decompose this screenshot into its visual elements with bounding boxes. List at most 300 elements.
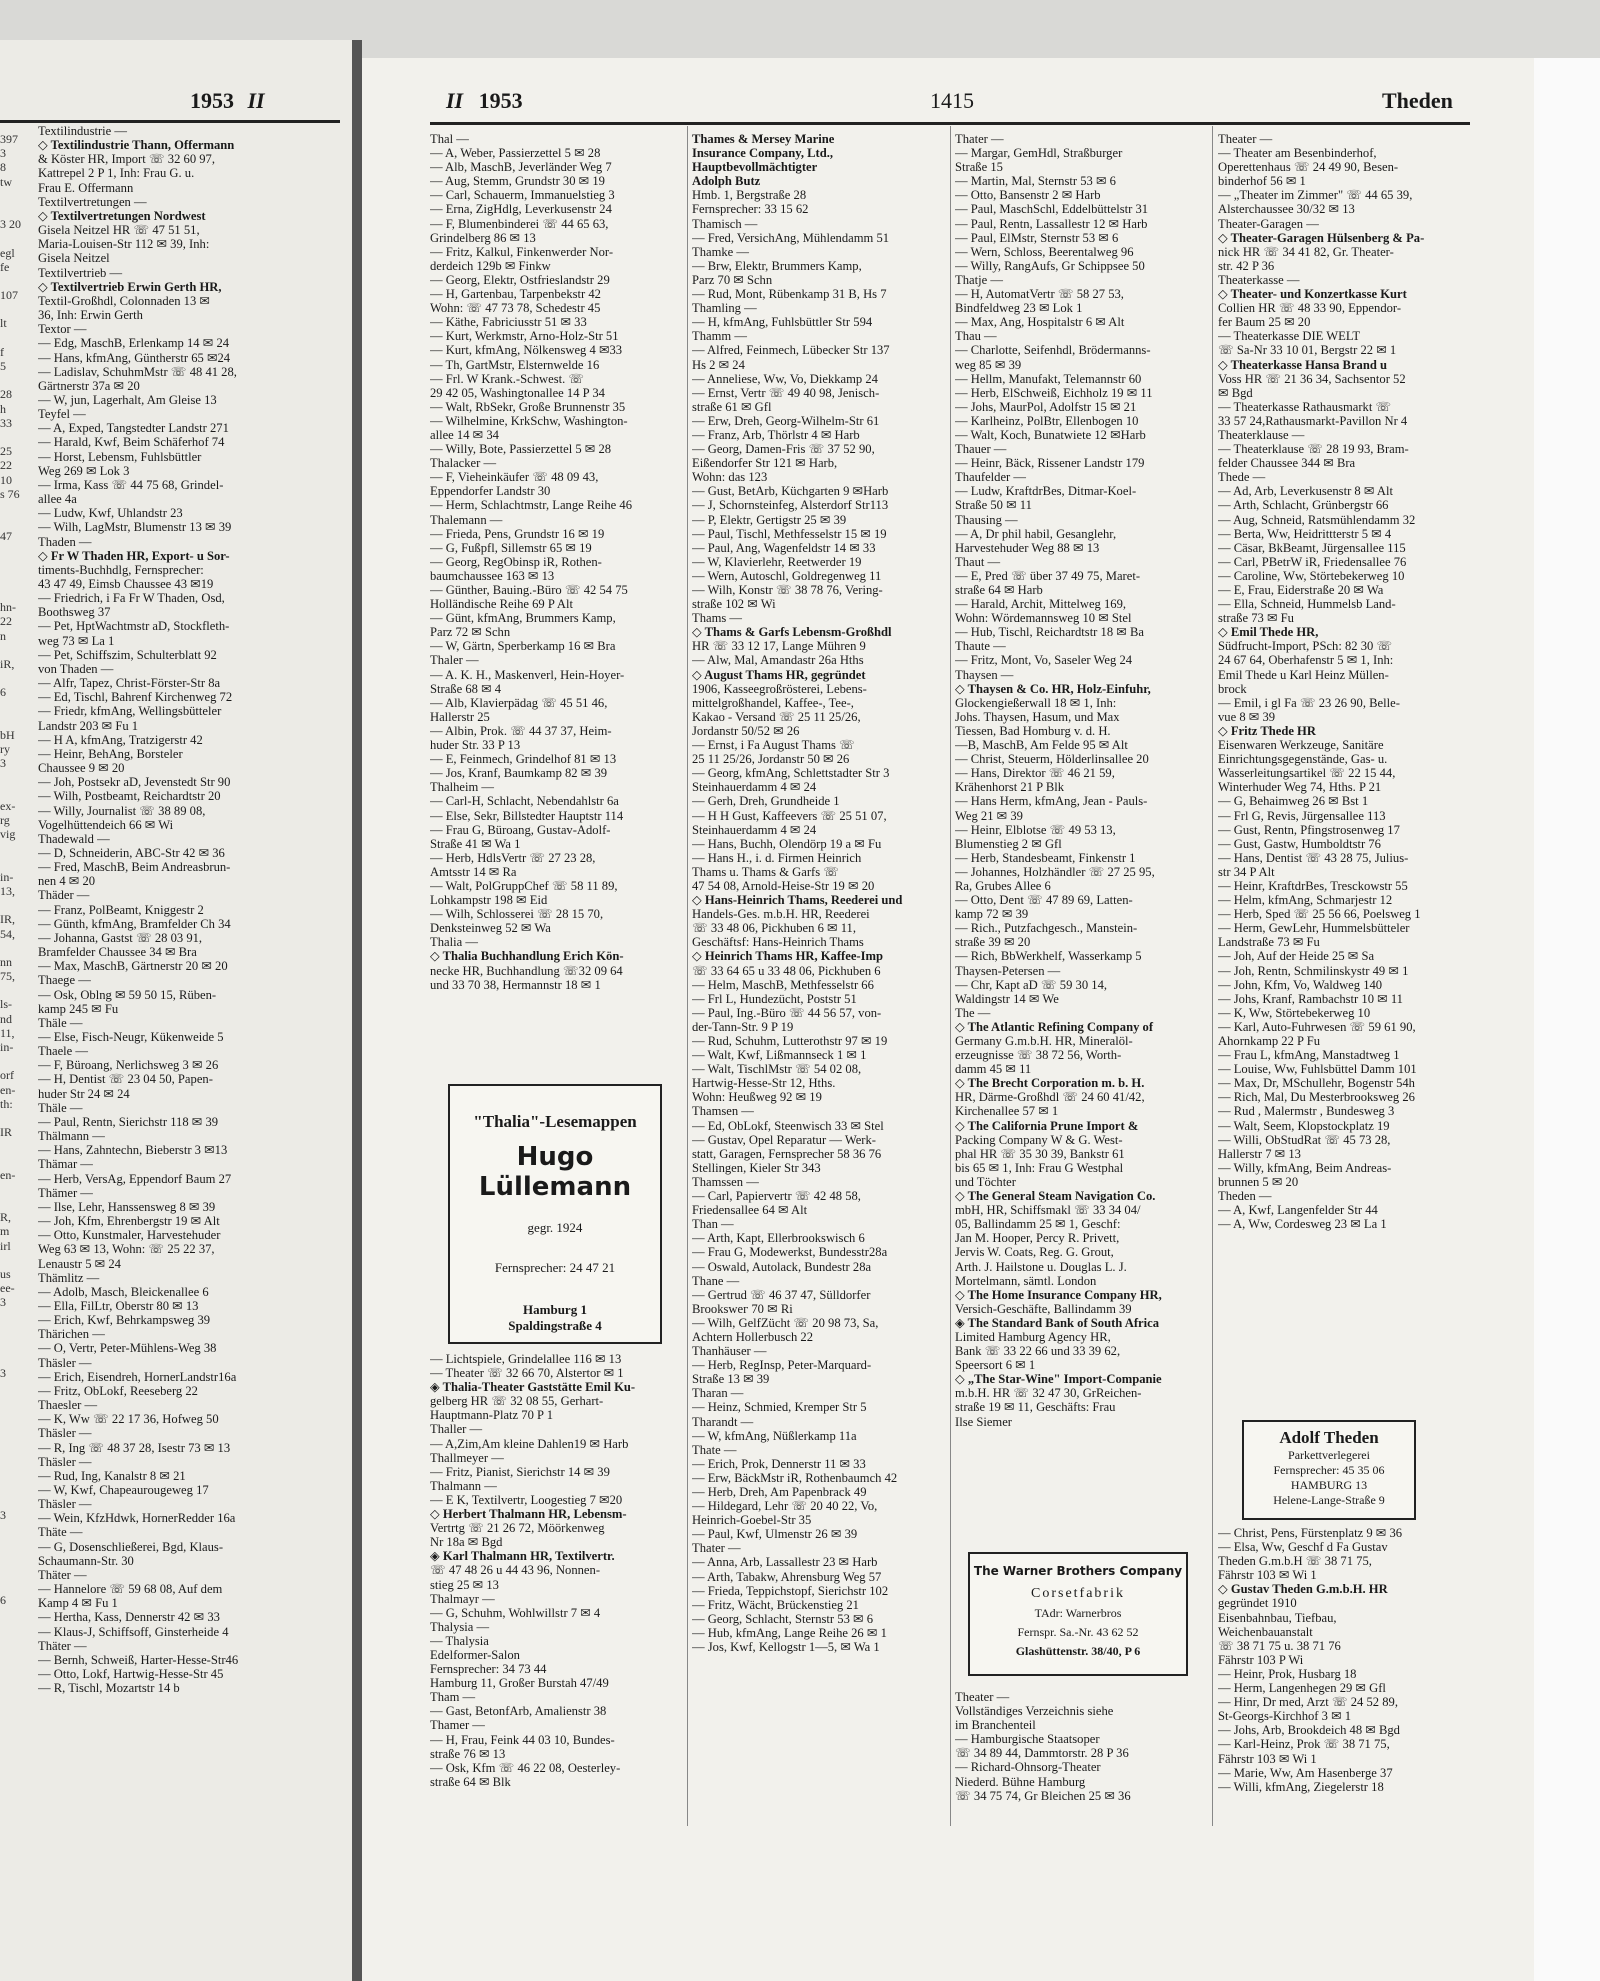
column-divider-2	[950, 126, 951, 1826]
directory-entry: im Branchenteil	[955, 1718, 1036, 1733]
directory-entry: Hauptbevollmächtigter	[692, 160, 818, 175]
directory-entry: Fernsprecher: 33 15 62	[692, 202, 809, 217]
directory-entry: Thauer —	[955, 442, 1007, 457]
margin-fragment	[0, 1608, 32, 1622]
directory-entry: Textor —	[38, 322, 87, 337]
directory-entry: — Karlheinz, PolBtr, Ellenbogen 10	[955, 413, 1139, 428]
directory-entry: Fährstr 103 ✉ Wi 1	[1218, 1751, 1317, 1766]
directory-entry: — Gast, BetonfArb, Amalienstr 38	[430, 1704, 607, 1719]
margin-fragment	[0, 1636, 32, 1650]
directory-entry: ◇ The Atlantic Refining Company of	[955, 1019, 1154, 1034]
directory-entry: ☏ 47 48 26 u 44 43 96, Nonnen-	[430, 1563, 601, 1578]
directory-entry: — Ilse, Lehr, Hanssensweg 8 ✉ 39	[38, 1199, 216, 1214]
directory-entry: straße 64 ✉ Harb	[955, 583, 1043, 597]
directory-entry: Frau E. Offermann	[38, 180, 134, 195]
margin-fragment	[0, 189, 32, 203]
directory-entry: Vertrtg ☏ 21 26 72, Möörkenweg	[430, 1521, 605, 1536]
directory-entry: Lenaustr 5 ✉ 24	[38, 1256, 121, 1271]
directory-entry: — Hans, Buchh, Olendörp 19 a ✉ Fu	[692, 836, 882, 851]
margin-fragment: en-	[0, 1167, 16, 1182]
directory-entry: — Franz, Arb, Thörlstr 4 ✉ Harb	[692, 427, 860, 442]
directory-entry: — Thalysia	[430, 1633, 489, 1648]
directory-entry: — Paul, Rentn, Sierichstr 118 ✉ 39	[38, 1114, 219, 1129]
directory-entry: Thamer —	[430, 1718, 485, 1733]
directory-entry: Weg 269 ✉ Lok 3	[38, 463, 130, 478]
directory-entry: gegründet 1910	[1218, 1596, 1297, 1611]
directory-entry: Thalemann —	[430, 512, 503, 527]
directory-entry: Krähenhorst 21 P Blk	[955, 780, 1065, 795]
directory-entry: Fährstr 103 ✉ Wi 1	[1218, 1568, 1317, 1583]
margin-fragment	[0, 983, 32, 997]
directory-entry: — Gerh, Dreh, Grundheide 1	[692, 794, 840, 809]
directory-entry: — Walt, Koch, Bunatwiete 12 ✉Harb	[955, 427, 1146, 442]
directory-entry: allee 4a	[38, 492, 77, 507]
directory-entry: — Walt, Seem, Klopstockplatz 19	[1218, 1118, 1390, 1133]
margin-fragment: 33	[0, 415, 12, 430]
directory-entry: Straße 50 ✉ 11	[955, 498, 1032, 513]
directory-entry: Fernsprecher: 34 73 44	[430, 1662, 547, 1677]
margin-fragment: 3	[0, 146, 6, 161]
directory-entry: Theden —	[1218, 1189, 1272, 1204]
directory-entry: — Helm, MaschB, Methfesselstr 66	[692, 977, 874, 992]
directory-entry: ◇ Hans-Heinrich Thams, Reederei und	[692, 893, 903, 908]
directory-entry: Thalysia —	[430, 1619, 490, 1634]
directory-entry: — Wern, Autoschl, Goldregenweg 11	[692, 568, 882, 583]
directory-entry: — Fritz, ObLokf, Reeseberg 22	[38, 1383, 198, 1398]
directory-entry: — O, Vertr, Peter-Mühlens-Weg 38	[38, 1341, 217, 1356]
directory-entry: Thams —	[692, 611, 743, 626]
margin-fragment	[0, 515, 32, 529]
directory-entry: Gisela Neitzel	[38, 251, 110, 266]
directory-entry: — K, Ww, Störtebekerweg 10	[1218, 1005, 1371, 1020]
directory-entry: — J, Schornsteinfeg, Alsterdorf Str113	[692, 498, 889, 513]
directory-entry: ◇ Theater-Garagen Hülsenberg & Pa-	[1218, 230, 1425, 245]
directory-entry: und Töchter	[955, 1174, 1016, 1189]
directory-entry: — Willy, RangAufs, Gr Schippsee 50	[955, 258, 1145, 273]
directory-entry: — Arth, Tabakw, Ahrensburg Weg 57	[692, 1569, 882, 1584]
margin-fragment: s 76	[0, 486, 20, 501]
directory-entry: —B, MaschB, Am Felde 95 ✉ Alt	[955, 738, 1128, 753]
directory-entry: — Herm, Schlachtmstr, Lange Reihe 46	[430, 498, 632, 513]
directory-entry: Tham —	[430, 1690, 476, 1705]
directory-entry: Textil-Großhdl, Colonnaden 13 ✉	[38, 293, 210, 308]
margin-fragment: 6	[0, 1593, 6, 1608]
directory-entry: Thärichen —	[38, 1327, 105, 1342]
margin-fragment: in-	[0, 1040, 14, 1054]
directory-entry: — E, Frau, Eiderstraße 20 ✉ Wa	[1218, 583, 1384, 597]
margin-fragment	[0, 1409, 32, 1423]
directory-entry: Thalacker —	[430, 456, 497, 471]
directory-entry: — Willy, kfmAng, Beim Andreas-	[1218, 1160, 1392, 1175]
margin-fragment	[0, 501, 32, 515]
directory-entry: Thaysen-Petersen —	[955, 963, 1061, 978]
directory-entry: ◇ The Home Insurance Company HR,	[955, 1287, 1162, 1302]
right-year: 1953	[478, 88, 523, 113]
margin-fragment: bH	[0, 727, 15, 742]
directory-entry: Thamke —	[692, 244, 750, 259]
directory-entry: Thamling —	[692, 301, 757, 316]
margin-fragment: 75,	[0, 969, 15, 984]
directory-entry: — Otto, Bansenstr 2 ✉ Harb	[955, 188, 1101, 203]
directory-entry: — Frieda, Pens, Grundstr 16 ✉ 19	[430, 526, 605, 541]
directory-entry: — Joh, Kfm, Ehrenbergstr 19 ✉ Alt	[38, 1214, 220, 1229]
directory-entry: — Anneliese, Ww, Vo, Diekkamp 24	[692, 371, 878, 386]
directory-entry: The —	[955, 1005, 991, 1020]
directory-entry: Landstraße 73 ✉ Fu	[1218, 935, 1320, 950]
directory-entry: Theden G.m.b.H ☏ 38 71 75,	[1218, 1554, 1372, 1569]
directory-entry: Thälmann —	[38, 1129, 105, 1144]
margin-fragment	[0, 1423, 32, 1437]
directory-entry: Tiessen, Bad Homburg v. d. H.	[955, 723, 1111, 738]
margin-fragment	[0, 671, 32, 685]
directory-entry: — E K, Textilvertr, Loogestieg 7 ✉20	[430, 1492, 623, 1507]
directory-entry: straße 73 ✉ Fu	[1218, 611, 1294, 626]
directory-entry: Kakao - Versand ☏ 25 11 25/26,	[692, 709, 861, 724]
directory-entry: — Rich., Putzfachgesch., Manstein-	[955, 921, 1138, 936]
thalia-ad-street: Spaldingstraße 4	[508, 1318, 602, 1333]
margin-fragment: 397	[0, 132, 18, 146]
directory-entry: — H A, kfmAng, Tratzigerstr 42	[38, 732, 203, 747]
directory-entry: — Rud, Mont, Rübenkamp 31 B, Hs 7	[692, 287, 887, 302]
directory-entry: Eisenwaren Werkzeuge, Sanitäre	[1218, 738, 1384, 753]
directory-entry: — W, Gärtn, Sperberkamp 16 ✉ Bra	[430, 639, 616, 654]
directory-entry: — Carl, Papiervertr ☏ 42 48 58,	[692, 1189, 861, 1204]
right-header-rule	[430, 122, 1470, 125]
directory-entry: — „Theater im Zimmer" ☏ 44 65 39,	[1218, 188, 1413, 203]
directory-entry: — Berta, Ww, Heidrittterstr 5 ✉ 4	[1218, 526, 1392, 541]
directory-entry: straße 76 ✉ 13	[430, 1746, 506, 1761]
margin-fragment	[0, 714, 32, 728]
directory-entry: — Friedr, kfmAng, Wellingsbütteler	[38, 704, 222, 719]
directory-entry: — H, kfmAng, Fuhlsbüttler Str 594	[692, 315, 873, 330]
directory-entry: 47 54 08, Arnold-Heise-Str 19 ✉ 20	[692, 878, 875, 893]
directory-entry: — Gust, BetArb, Küchgarten 9 ✉Harb	[692, 484, 889, 499]
directory-entry: Mortelmann, sämtl. London	[955, 1273, 1097, 1288]
margin-fragment: orf	[0, 1068, 14, 1083]
margin-fragment	[0, 1324, 32, 1338]
directory-entry: — Adolb, Masch, Bleickenallee 6	[38, 1284, 209, 1299]
directory-entry: — Alfr, Tapez, Christ-Förster-Str 8a	[38, 676, 221, 691]
directory-entry: — Jos, Kranf, Baumkamp 82 ✉ 39	[430, 766, 608, 781]
directory-entry: Thane —	[692, 1273, 740, 1288]
directory-entry: ◇ Theaterkasse Hansa Brand u	[1218, 357, 1388, 372]
directory-entry: straße 64 ✉ Blk	[430, 1774, 511, 1789]
directory-entry: Thäsler —	[38, 1426, 92, 1441]
directory-entry: Eppendorfer Landstr 30	[430, 484, 551, 499]
directory-entry: — Bernh, Schweiß, Harter-Hesse-Str46	[38, 1652, 239, 1667]
directory-entry: Achtern Hollerbusch 22	[692, 1329, 814, 1344]
theden-ad-trade: Parkettverlegerei	[1288, 1448, 1370, 1462]
directory-entry: Südfrucht-Import, PSch: 82 30 ☏	[1218, 639, 1393, 654]
margin-fragment: h	[0, 401, 6, 416]
directory-entry: — Walt, RbSekr, Große Brunnenstr 35	[430, 399, 626, 414]
directory-entry: Thaele —	[38, 1044, 88, 1059]
margin-fragment: 22	[0, 458, 12, 473]
directory-entry: Straße 15	[955, 160, 1003, 175]
directory-entry: — Wilhelmine, KrkSchw, Washington-	[430, 413, 628, 428]
directory-entry: weg 85 ✉ 39	[955, 357, 1022, 372]
directory-entry: — Pet, HptWachtmstr aD, Stockfleth-	[38, 619, 230, 634]
directory-entry: Thadewald —	[38, 831, 110, 846]
directory-entry: — Else, Fisch-Neugr, Kükenweide 5	[38, 1030, 224, 1044]
directory-entry: — Alw, Mal, Amandastr 26a Hths	[692, 653, 864, 668]
directory-entry: — Willy, Journalist ☏ 38 89 08,	[38, 803, 206, 818]
directory-entry: mbH, HR, Schiffsmakl ☏ 33 34 04/	[955, 1203, 1141, 1218]
margin-fragment	[0, 274, 32, 288]
warner-advert	[968, 1552, 1188, 1676]
directory-entry: — W, Kwf, Chapeaurougeweg 17	[38, 1483, 209, 1497]
directory-entry: Thäle —	[38, 1100, 83, 1115]
directory-entry: Versich-Geschäfte, Ballindamm 39	[955, 1301, 1132, 1316]
page-number: 1415	[930, 88, 974, 113]
directory-entry: — Erw, Dreh, Georg-Wilhelm-Str 61	[692, 413, 880, 428]
directory-entry: Wasserleitungsartikel ☏ 22 15 44,	[1218, 766, 1396, 781]
directory-entry: — Ernst, i Fa August Thams ☏	[692, 738, 855, 753]
margin-fragment	[0, 231, 32, 245]
directory-entry: kamp 72 ✉ 39	[955, 907, 1029, 922]
directory-entry: Grindelberg 86 ✉ 13	[430, 230, 536, 245]
directory-entry: felder Chaussee 344 ✉ Bra	[1218, 456, 1356, 471]
directory-entry: Kirchenallee 57 ✉ 1	[955, 1104, 1059, 1119]
margin-fragment	[0, 1466, 32, 1480]
directory-entry: Than —	[692, 1217, 734, 1232]
directory-entry: Speersort 6 ✉ 1	[955, 1358, 1036, 1373]
directory-entry: straße 102 ✉ Wi	[692, 597, 776, 612]
directory-entry: — Wilh, Postbeamt, Reichardtstr 20	[38, 789, 221, 804]
directory-entry: Landstr 203 ✉ Fu 1	[38, 718, 139, 733]
directory-entry: — Willy, Bote, Passierzettel 5 ✉ 28	[430, 442, 612, 457]
book-gutter	[352, 40, 362, 1981]
directory-entry: — Herb, Dreh, Am Papenbrack 49	[692, 1485, 867, 1499]
directory-entry: Arth. J. Hailstone u. Douglas L. J.	[955, 1259, 1127, 1274]
directory-entry: — Kurt, Werkmstr, Arno-Holz-Str 51	[430, 329, 619, 344]
directory-entry: ◈ The Standard Bank of South Africa	[955, 1315, 1160, 1330]
column-2	[692, 132, 924, 1654]
directory-entry: — Carl, PBetrW iR, Friedensallee 76	[1218, 554, 1407, 569]
directory-entry: Thämar —	[38, 1157, 93, 1172]
directory-entry: — Paul, Ang, Wagenfeldstr 14 ✉ 33	[692, 540, 876, 555]
directory-entry: — Günt, kfmAng, Brummers Kamp,	[430, 611, 616, 626]
directory-entry: Holländische Reihe 69 P Alt	[430, 597, 573, 612]
directory-entry: — Rud, Schuhm, Lutterothstr 97 ✉ 19	[692, 1034, 888, 1048]
directory-entry: — Theaterkasse DIE WELT	[1218, 329, 1361, 344]
directory-entry: — Theater ☏ 32 66 70, Alstertor ✉ 1	[430, 1366, 624, 1381]
margin-fragment	[0, 1494, 32, 1508]
directory-entry: — Ludw, Kwf, Uhlandstr 23	[38, 506, 183, 521]
directory-entry: straße 19 ✉ 11, Geschäfts: Frau	[955, 1400, 1116, 1415]
directory-entry: — R, Tischl, Mozartstr 14 b	[38, 1681, 180, 1696]
directory-entry: — Erich, Eisendreh, HornerLandstr16a	[38, 1369, 237, 1384]
directory-entry: Limited Hamburg Agency HR,	[955, 1329, 1111, 1344]
directory-entry: — Herb, HdlsVertr ☏ 27 23 28,	[430, 850, 596, 865]
right-page-header-left	[446, 88, 523, 118]
directory-entry: Thäsler —	[38, 1355, 92, 1370]
directory-entry: Tharandt —	[692, 1414, 754, 1429]
directory-entry: — Paul, MaschSchl, Eddelbüttelstr 31	[955, 202, 1149, 217]
column-4-lower	[1218, 1526, 1450, 1794]
directory-entry: — Anna, Arb, Lassallestr 23 ✉ Harb	[692, 1555, 878, 1570]
margin-fragment: hn-	[0, 600, 16, 615]
directory-entry: Thamisch —	[692, 216, 758, 231]
directory-entry: baumchaussee 163 ✉ 13	[430, 568, 555, 583]
directory-entry: — G, Schuhm, Wohlwillstr 7 ✉ 4	[430, 1605, 601, 1620]
directory-entry: — Hildegard, Lehr ☏ 20 40 22, Vo,	[692, 1499, 878, 1514]
directory-entry: ◇ The Brecht Corporation m. b. H.	[955, 1076, 1145, 1091]
directory-entry: Thams u. Thams & Garfs ☏	[692, 864, 840, 879]
directory-entry: — Joh, Postsekr aD, Jevenstedt Str 90	[38, 775, 231, 790]
directory-entry: stieg 25 ✉ 13	[430, 1577, 499, 1592]
directory-entry: — Fred, VersichAng, Mühlendamm 51	[692, 230, 890, 245]
directory-entry: ◇ Textilvertrieb Erwin Gerth HR,	[38, 279, 222, 294]
directory-entry: — H, AutomatVertr ☏ 58 27 53,	[955, 287, 1124, 302]
directory-entry: Germany G.m.b.H. HR, Mineralöl-	[955, 1034, 1133, 1048]
directory-entry: — Karl-Heinz, Prok ☏ 38 71 75,	[1218, 1737, 1390, 1752]
directory-entry: — Rich, Mal, Du Mesterbrooksweg 26	[1218, 1090, 1415, 1105]
directory-entry: — Cäsar, BkBeamt, Jürgensallee 115	[1218, 540, 1406, 555]
margin-fragment: 28	[0, 387, 12, 402]
margin-fragment	[0, 700, 32, 714]
directory-entry: Thatje —	[955, 272, 1003, 287]
directory-entry: — Harald, Kwf, Beim Schäferhof 74	[38, 435, 225, 450]
margin-fragment	[0, 373, 32, 387]
directory-entry: Boothsweg 37	[38, 605, 111, 620]
directory-entry: 1906, Kasseegroßrösterei, Lebens-	[692, 681, 867, 696]
directory-entry: 29 42 05, Washingtonallee 14 P 34	[430, 385, 605, 400]
directory-entry: — Wilh, Schlosserei ☏ 28 15 70,	[430, 907, 604, 922]
directory-entry: — Lichtspiele, Grindelallee 116 ✉ 13	[430, 1352, 622, 1366]
directory-entry: — H, Frau, Feink 44 03 10, Bundes-	[430, 1732, 615, 1747]
directory-entry: HR ☏ 33 12 17, Lange Mühren 9	[692, 639, 866, 654]
directory-entry: str. 42 P 36	[1218, 258, 1275, 273]
directory-entry: straße 39 ✉ 20	[955, 935, 1031, 950]
margin-fragment: irl	[0, 1238, 11, 1253]
margin-fragment	[0, 643, 32, 657]
directory-entry: Hs 2 ✉ 24	[692, 357, 745, 372]
margin-fragment	[0, 898, 32, 912]
directory-entry: — Rich, BbWerkhelf, Wasserkamp 5	[955, 949, 1142, 964]
directory-entry: Straße 41 ✉ Wa 1	[430, 836, 521, 851]
margin-fragment	[0, 770, 32, 784]
margin-fragment	[0, 586, 32, 600]
directory-entry: — Hans H., i. d. Firmen Heinrich	[692, 850, 862, 865]
directory-entry: — Herb, ElSchweiß, Eichholz 19 ✉ 11	[955, 385, 1153, 400]
directory-entry: ◇ Textilvertretungen Nordwest	[38, 208, 206, 223]
margin-fragment: IR	[0, 1125, 12, 1140]
directory-entry: Alsterchaussee 30/32 ✉ 13	[1218, 202, 1355, 217]
thalia-ad-founded: gegr. 1924	[527, 1220, 583, 1235]
directory-entry: Friedensallee 64 ✉ Alt	[692, 1203, 808, 1218]
directory-entry: — Margar, GemHdl, Straßburger	[955, 146, 1123, 161]
directory-entry: ◇ Fr W Thaden HR, Export- u Sor-	[38, 548, 230, 563]
directory-entry: Thäle —	[38, 1015, 83, 1030]
directory-entry: fer Baum 25 ✉ 20	[1218, 315, 1311, 330]
margin-fragment	[0, 1381, 32, 1395]
directory-entry: — Johs, Arb, Brookdeich 48 ✉ Bgd	[1218, 1723, 1400, 1738]
directory-entry: Thalmann —	[430, 1478, 497, 1493]
margin-fragment	[0, 1352, 32, 1366]
directory-entry: m.b.H. HR ☏ 32 47 30, GrReichen-	[955, 1386, 1142, 1401]
directory-entry: ◇ Heinrich Thams HR, Kaffee-Imp	[692, 949, 884, 964]
directory-entry: — Theater am Besenbinderhof,	[1218, 146, 1377, 161]
margin-fragment	[0, 572, 32, 586]
directory-entry: — Max, Dr, MSchullehr, Bogenstr 54h	[1218, 1076, 1415, 1091]
margin-fragment	[0, 841, 32, 855]
directory-entry: ◇ Emil Thede HR,	[1218, 625, 1319, 640]
margin-fragment: 3	[0, 1366, 6, 1381]
theden-ad-street: Helene-Lange-Straße 9	[1273, 1493, 1385, 1507]
directory-entry: — G, Dosenschließerei, Bgd, Klaus-	[38, 1539, 224, 1554]
directory-entry: — Käthe, Fabriciusstr 51 ✉ 33	[430, 315, 587, 330]
directory-entry: 33 57 24,Rathausmarkt-Pavillon Nr 4	[1218, 413, 1408, 428]
margin-fragment: 54,	[0, 926, 15, 941]
left-margin-fragments	[0, 132, 32, 1678]
directory-entry: Thaege —	[38, 973, 91, 988]
directory-entry: — W, jun, Lagerhalt, Am Gleise 13	[38, 392, 217, 407]
directory-entry: — Alb, MaschB, Jeverländer Weg 7	[430, 160, 612, 175]
directory-entry: — Theaterklause ☏ 28 19 93, Bram-	[1218, 442, 1409, 457]
directory-entry: Straße 13 ✉ 39	[692, 1372, 770, 1387]
margin-fragment	[0, 941, 32, 955]
directory-entry: — Albin, Prok. ☏ 44 37 37, Heim-	[430, 723, 612, 738]
directory-entry: — Walt, PolGruppChef ☏ 58 11 89,	[430, 878, 618, 893]
directory-entry: — Irma, Kass ☏ 44 75 68, Grindel-	[38, 477, 224, 492]
directory-entry: — Alb, Klavierpädag ☏ 45 51 46,	[430, 695, 608, 710]
directory-entry: Eißendorfer Str 121 ✉ Harb,	[692, 456, 838, 471]
directory-entry: Thamm —	[692, 329, 747, 344]
directory-entry: — A,Zim,Am kleine Dahlen19 ✉ Harb	[430, 1436, 629, 1451]
directory-entry: — Karl, Auto-Fuhrwesen ☏ 59 61 90,	[1218, 1019, 1416, 1034]
directory-entry: — Horst, Lebensm, Fuhlsbüttler	[38, 449, 202, 464]
margin-fragment	[0, 1480, 32, 1494]
directory-entry: Textilvertretungen —	[38, 194, 147, 209]
margin-fragment: egl	[0, 245, 15, 260]
margin-fragment: 3	[0, 1295, 6, 1310]
margin-fragment	[0, 1664, 32, 1678]
directory-entry: — Erna, ZigHdlg, Leverkusenstr 24	[430, 202, 612, 217]
directory-entry: — Christ, Pens, Fürstenplatz 9 ✉ 36	[1218, 1526, 1403, 1540]
directory-entry: — Heinr, Bäck, Rissener Landstr 179	[955, 456, 1145, 471]
directory-entry: — A, Kwf, Langenfelder Str 44	[1218, 1203, 1378, 1218]
left-year: 1953	[190, 88, 234, 113]
margin-fragment: 107	[0, 288, 18, 303]
theden-ad-phone: Fernsprecher: 45 35 06	[1273, 1463, 1385, 1477]
directory-entry: Thede —	[1218, 470, 1266, 485]
directory-entry: — Aug, Schneid, Ratsmühlendamm 32	[1218, 512, 1416, 527]
directory-entry: Jan M. Hooper, Percy R. Privett,	[955, 1231, 1120, 1246]
directory-entry: — Walt, TischlMstr ☏ 54 02 08,	[692, 1062, 862, 1077]
directory-entry: Thaller —	[430, 1422, 483, 1437]
directory-entry: Winterhuder Weg 74, Hths. P 21	[1218, 780, 1382, 795]
directory-entry: Thäsler —	[38, 1454, 92, 1469]
margin-fragment: 3 20	[0, 217, 21, 232]
directory-entry: — Pet, Schiffszim, Schulterblatt 92	[38, 647, 217, 662]
directory-entry: ☏ 33 64 65 u 33 48 06, Pickhuben 6	[692, 963, 881, 978]
directory-entry: — Wilh, LagMstr, Blumenstr 13 ✉ 39	[38, 520, 232, 535]
directory-entry: & Köster HR, Import ☏ 32 60 97,	[38, 152, 216, 167]
directory-entry: — G, Fußpfl, Sillemstr 65 ✉ 19	[430, 540, 592, 555]
directory-entry: — Klaus-J, Schiffsoff, Ginsterheide 4	[38, 1624, 229, 1639]
directory-entry: St-Georgs-Kirchhof 3 ✉ 1	[1218, 1709, 1352, 1724]
directory-entry: Harvestehuder Weg 88 ✉ 13	[955, 540, 1100, 555]
margin-fragment	[0, 558, 32, 572]
directory-entry: Brookswег 70 ✉ Ri	[692, 1301, 793, 1316]
warner-ad-product: Corsetfabrik	[1031, 1586, 1125, 1601]
directory-entry: — Th, GartMstr, Elsternwelde 16	[430, 357, 600, 372]
directory-entry: Gisela Neitzel HR ☏ 47 51 51,	[38, 223, 200, 238]
directory-entry: — H, Dentist ☏ 23 04 50, Papen-	[38, 1072, 213, 1087]
directory-entry: ◇ Fritz Thede HR	[1218, 723, 1316, 738]
margin-fragment: 6	[0, 685, 6, 700]
